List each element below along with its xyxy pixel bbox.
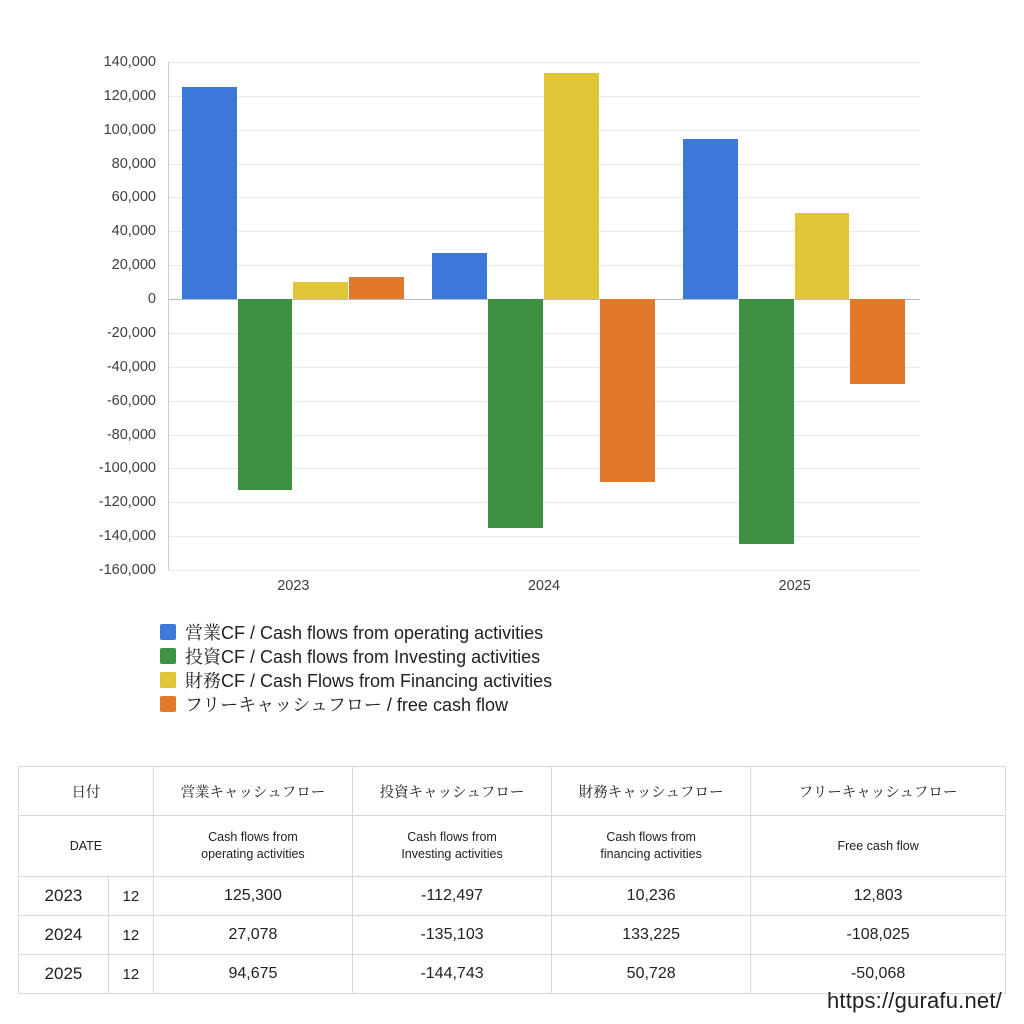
- y-axis-tick-label: -160,000: [98, 562, 156, 578]
- y-axis-tick-label: -120,000: [98, 494, 156, 511]
- chart-plot-area: [98, 54, 920, 594]
- column-header-en: DATE: [19, 816, 154, 877]
- table-row: [19, 916, 1006, 955]
- gridline: [168, 502, 920, 503]
- y-axis-tick-label: 140,000: [103, 54, 156, 70]
- cell-free-cash-flow: -50,068: [751, 955, 1006, 994]
- y-axis-tick-label: 0: [147, 291, 156, 308]
- chart-bar: [182, 87, 237, 299]
- chart-bar: [293, 282, 348, 299]
- y-axis-tick-label: -20,000: [106, 324, 156, 341]
- legend-label: 財務CF / Cash Flows from Financing activities: [185, 671, 553, 691]
- chart-bar: [544, 73, 599, 299]
- column-header-jp: 営業キャッシュフロー: [153, 767, 352, 816]
- chart-bar: [600, 299, 655, 482]
- x-axis-tick-label: 2025: [778, 578, 811, 594]
- legend-label: フリーキャッシュフロー / free cash flow: [185, 695, 508, 715]
- legend-swatch-icon: [160, 672, 176, 688]
- y-axis-tick-label: 60,000: [111, 189, 156, 206]
- cell-operating-cf: 125,300: [153, 877, 352, 916]
- y-axis-tick-label: -140,000: [98, 528, 156, 545]
- cell-year: 2023: [19, 877, 109, 916]
- cell-investing-cf: -135,103: [352, 916, 551, 955]
- cell-year: 2025: [19, 955, 109, 994]
- table-header-row-jp: [19, 767, 1006, 816]
- chart-legend: [160, 620, 552, 716]
- cell-operating-cf: 94,675: [153, 955, 352, 994]
- legend-swatch-icon: [160, 648, 176, 664]
- chart-bar: [349, 277, 404, 299]
- chart-bar: [683, 139, 738, 299]
- cell-month: 12: [108, 955, 153, 994]
- y-axis-tick-label: 120,000: [103, 87, 156, 104]
- y-axis-tick-label: 40,000: [111, 223, 156, 240]
- column-header-jp: フリーキャッシュフロー: [751, 767, 1006, 816]
- cell-free-cash-flow: 12,803: [751, 877, 1006, 916]
- column-header-jp: 投資キャッシュフロー: [352, 767, 551, 816]
- cell-financing-cf: 133,225: [552, 916, 751, 955]
- y-axis-tick-label: -40,000: [106, 358, 156, 375]
- column-header-en: Free cash flow: [751, 816, 1006, 877]
- cell-operating-cf: 27,078: [153, 916, 352, 955]
- legend-swatch-icon: [160, 624, 176, 640]
- legend-swatch-icon: [160, 696, 176, 712]
- x-axis-tick-label: 2023: [277, 578, 310, 594]
- gridline: [168, 536, 920, 537]
- x-axis-tick-label: 2024: [527, 578, 561, 594]
- table-header-row-en: [19, 816, 1006, 877]
- legend-item[interactable]: [160, 644, 552, 668]
- gridline: [168, 62, 920, 63]
- y-axis-tick-label: -60,000: [106, 392, 156, 409]
- column-header-jp: 財務キャッシュフロー: [552, 767, 751, 816]
- y-axis-tick-label: 80,000: [111, 155, 156, 172]
- site-url-watermark: https://gurafu.net/: [826, 988, 1002, 1013]
- column-header-en: Cash flows from Investing activities: [352, 816, 551, 877]
- chart-bar: [739, 299, 794, 544]
- legend-label: 投資CF / Cash flows from Investing activities: [185, 647, 541, 667]
- chart-bar: [238, 299, 293, 489]
- column-header-en: Cash flows from operating activities: [153, 816, 352, 877]
- y-axis-tick-label: 100,000: [103, 121, 156, 138]
- chart-bar: [488, 299, 543, 528]
- cell-month: 12: [108, 916, 153, 955]
- chart-bar: [795, 213, 850, 299]
- column-header-jp: 日付: [19, 767, 154, 816]
- table-row: [19, 877, 1006, 916]
- y-axis-line: [168, 62, 169, 570]
- cell-investing-cf: -112,497: [352, 877, 551, 916]
- chart-bar: [432, 253, 487, 299]
- y-axis-tick-label: -100,000: [98, 460, 156, 477]
- cell-free-cash-flow: -108,025: [751, 916, 1006, 955]
- cell-investing-cf: -144,743: [352, 955, 551, 994]
- cash-flow-data-table: [18, 766, 1006, 994]
- cell-month: 12: [108, 877, 153, 916]
- chart-bar: [850, 299, 905, 384]
- y-axis-tick-label: -80,000: [106, 426, 156, 443]
- y-axis-tick-label: 20,000: [111, 257, 156, 274]
- legend-label: 営業CF / Cash flows from operating activities: [185, 623, 544, 643]
- legend-item[interactable]: [160, 668, 552, 692]
- column-header-en: Cash flows from financing activities: [552, 816, 751, 877]
- legend-item[interactable]: [160, 620, 552, 644]
- legend-item[interactable]: [160, 692, 552, 716]
- cell-financing-cf: 50,728: [552, 955, 751, 994]
- gridline: [168, 570, 920, 571]
- cell-year: 2024: [19, 916, 109, 955]
- cell-financing-cf: 10,236: [552, 877, 751, 916]
